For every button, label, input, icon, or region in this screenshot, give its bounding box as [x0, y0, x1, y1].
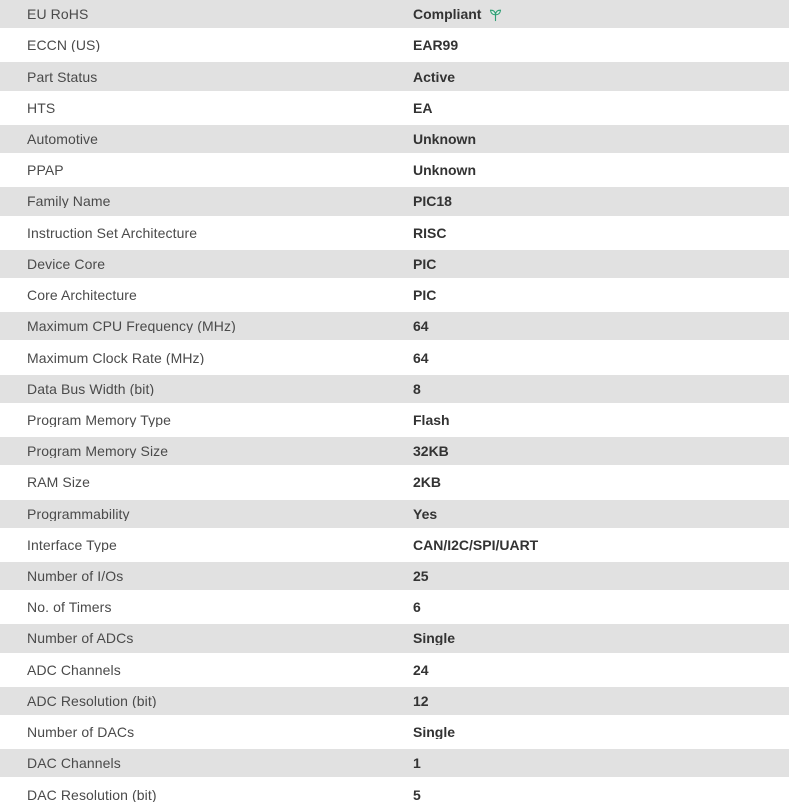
table-row [0, 718, 789, 749]
table-row [0, 312, 789, 343]
table-row [0, 437, 789, 468]
table-row [0, 780, 789, 811]
spec-value: 12 [413, 693, 429, 708]
spec-label: Program Memory Type [27, 412, 172, 427]
spec-value-cell [413, 413, 789, 427]
spec-label: Core Architecture [27, 288, 137, 303]
spec-value: 8 [413, 381, 421, 396]
spec-label: Data Bus Width (bit) [27, 381, 155, 396]
spec-value: 25 [413, 569, 429, 584]
spec-value-cell [413, 319, 789, 333]
spec-value-cell [413, 725, 789, 739]
leaf-icon [488, 7, 503, 22]
spec-value-cell [413, 163, 789, 177]
spec-value: Active [413, 69, 456, 84]
spec-label: Family Name [27, 194, 111, 209]
spec-value: 6 [413, 600, 421, 615]
spec-label: Number of DACs [27, 725, 135, 740]
table-row [0, 749, 789, 780]
table-row [0, 687, 789, 718]
table-row [0, 156, 789, 187]
spec-value: 64 [413, 319, 429, 334]
table-row [0, 624, 789, 655]
spec-value-cell [413, 132, 789, 146]
spec-label: Maximum CPU Frequency (MHz) [27, 319, 236, 334]
spec-label: Number of ADCs [27, 631, 134, 646]
spec-label: HTS [27, 100, 56, 115]
spec-value-cell [413, 70, 789, 84]
spec-value-cell [413, 38, 789, 52]
spec-value: 2KB [413, 475, 442, 490]
table-row [0, 343, 789, 374]
table-row [0, 281, 789, 312]
spec-label: No. of Timers [27, 600, 112, 615]
spec-label: RAM Size [27, 475, 91, 490]
spec-value-cell [413, 475, 789, 489]
spec-value-cell [413, 788, 789, 802]
spec-value: EA [413, 100, 433, 115]
table-row [0, 219, 789, 250]
spec-label: EU RoHS [27, 7, 89, 22]
table-row [0, 31, 789, 62]
table-row [0, 250, 789, 281]
spec-value: 5 [413, 787, 421, 802]
spec-value: Unknown [413, 131, 476, 146]
table-row [0, 375, 789, 406]
spec-label: DAC Resolution (bit) [27, 787, 157, 802]
spec-label: PPAP [27, 163, 64, 178]
table-row [0, 406, 789, 437]
spec-value: Compliant [413, 6, 482, 22]
spec-value-cell [413, 600, 789, 614]
table-row [0, 187, 789, 218]
spec-label: Instruction Set Architecture [27, 225, 198, 240]
spec-value-cell [413, 7, 789, 22]
spec-value: PIC [413, 288, 437, 303]
spec-value-cell [413, 257, 789, 271]
spec-value-cell [413, 694, 789, 708]
spec-value: 64 [413, 350, 429, 365]
table-row [0, 500, 789, 531]
spec-label: Device Core [27, 256, 106, 271]
spec-value: 32KB [413, 444, 449, 459]
spec-value-cell [413, 226, 789, 240]
table-row [0, 562, 789, 593]
spec-value: CAN/I2C/SPI/UART [413, 537, 539, 552]
table-row [0, 62, 789, 93]
spec-value-cell [413, 663, 789, 677]
spec-label: Program Memory Size [27, 444, 169, 459]
spec-value-cell [413, 538, 789, 552]
spec-label: Programmability [27, 506, 130, 521]
spec-label: Automotive [27, 131, 99, 146]
spec-label: Part Status [27, 69, 98, 84]
table-row [0, 593, 789, 624]
spec-value-cell [413, 507, 789, 521]
spec-value-cell [413, 631, 789, 645]
spec-label: ADC Resolution (bit) [27, 693, 157, 708]
spec-value: 24 [413, 662, 429, 677]
spec-value: Unknown [413, 163, 476, 178]
spec-label: DAC Channels [27, 756, 121, 771]
spec-label: Interface Type [27, 537, 117, 552]
spec-label: Number of I/Os [27, 569, 124, 584]
spec-value-cell [413, 288, 789, 302]
table-row [0, 468, 789, 499]
spec-value-cell [413, 569, 789, 583]
table-row [0, 94, 789, 125]
spec-label: Maximum Clock Rate (MHz) [27, 350, 205, 365]
spec-value: Single [413, 725, 456, 740]
table-row [0, 125, 789, 156]
spec-value: PIC18 [413, 194, 452, 209]
spec-value-cell [413, 382, 789, 396]
table-row [0, 0, 789, 31]
spec-label: ADC Channels [27, 662, 121, 677]
spec-value: 1 [413, 756, 421, 771]
spec-value-cell [413, 101, 789, 115]
spec-value: Single [413, 631, 456, 646]
spec-value: EAR99 [413, 38, 459, 53]
table-row [0, 531, 789, 562]
spec-value: RISC [413, 225, 447, 240]
spec-value-cell [413, 194, 789, 208]
spec-value: PIC [413, 256, 437, 271]
spec-value-cell [413, 756, 789, 770]
spec-value: Flash [413, 412, 450, 427]
spec-value-cell [413, 351, 789, 365]
table-row [0, 656, 789, 687]
spec-value-cell [413, 444, 789, 458]
spec-value: Yes [413, 506, 438, 521]
spec-label: ECCN (US) [27, 38, 101, 53]
